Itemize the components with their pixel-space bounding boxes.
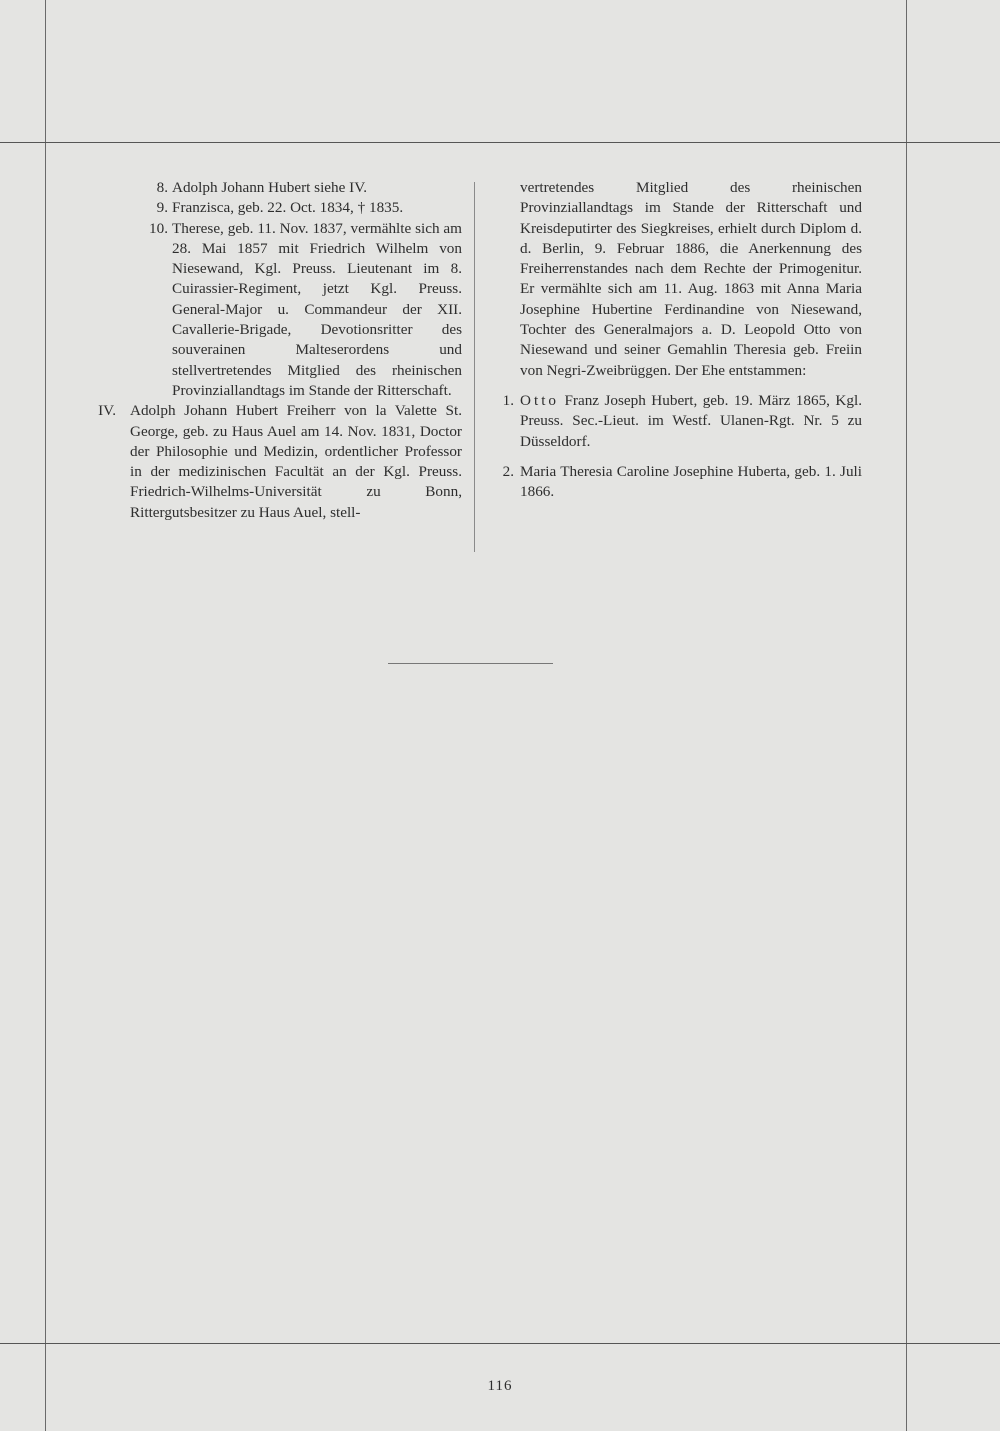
- frame-line-bottom: [0, 1343, 1000, 1344]
- child-name: Otto: [520, 391, 560, 409]
- entry-number: IV.: [98, 402, 116, 420]
- entry-text: Franz Joseph Hubert, geb. 19. März 1865, Kgl. Preuss. Sec.-Lieut. im Westf. Ulanen-Rgt. Nr. 5 zu Düsseldorf.: [520, 391, 862, 450]
- entry-IV: [78, 401, 462, 523]
- child-entry-2: [494, 462, 862, 503]
- right-column: [494, 178, 862, 502]
- child-entry-1: [494, 391, 862, 452]
- entry-number: 9.: [156, 199, 168, 217]
- entry-8: [78, 178, 462, 198]
- continuation-paragraph: vertretendes Mitglied des rheinischen Provinziallandtags im Stande der Ritterschaft und Kreisdeputirter des Siegkreises, erhielt durch Diplom d. d. Berlin, 9. Februar 1886, die Anerkennung des Freiherrenstandes nach dem Rechte der Primogenitur. Er vermählte sich am 11. Aug. 1863 mit Anna Maria Josephine Hubertine Ferdinandine von Niesewand, Tochter des Generalmajors a. D. Leopold Otto von Niesewand und seiner Gemahlin Theresia geb. Freiin von Negri-Zweibrüggen. Der Ehe entstammen:: [520, 179, 862, 379]
- page-number: 116: [487, 1378, 513, 1394]
- frame-line-right: [906, 0, 907, 1431]
- frame-line-top: [0, 142, 1000, 143]
- entry-text: Franzisca, geb. 22. Oct. 1834, † 1835.: [172, 199, 404, 217]
- entry-text: Maria Theresia Caroline Josephine Huberta, geb. 1. Juli 1866.: [520, 462, 862, 501]
- entry-text: Therese, geb. 11. Nov. 1837, vermählte sich am 28. Mai 1857 mit Friedrich Wilhelm von Niesewand, Kgl. Preuss. Lieutenant im 8. Cuirassier-Regiment, jetzt Kgl. Preuss. General-Major u. Commandeur der XII. Cavallerie-Brigade, Devotionsritter des souverainen Malteserordens und stellvertretendes Mitglied des rheinischen Provinziallandtags im Stande der Ritterschaft.: [172, 219, 462, 399]
- entry-text: Adolph Johann Hubert siehe IV.: [172, 179, 368, 196]
- entry-number: 2.: [502, 462, 514, 480]
- frame-line-left: [45, 0, 46, 1431]
- section-end-rule: [388, 663, 553, 664]
- entry-10: [78, 219, 462, 402]
- entry-number: 10.: [149, 219, 168, 237]
- column-divider: [474, 182, 475, 552]
- entry-text: Adolph Johann Hubert Freiherr von la Valette St. George, geb. zu Haus Auel am 14. Nov. 1831, Doctor der Philosophie und Medizin, ordentlicher Professor in der medizinischen Facultät an der Kgl. Preuss. Friedrich-Wilhelms-Universität zu Bonn, Rittergutsbesitzer zu Haus Auel, stell-: [130, 402, 462, 521]
- entry-number: 8.: [156, 179, 168, 196]
- left-column: [78, 178, 462, 523]
- entry-9: [78, 198, 462, 218]
- entry-number: 1.: [502, 391, 514, 409]
